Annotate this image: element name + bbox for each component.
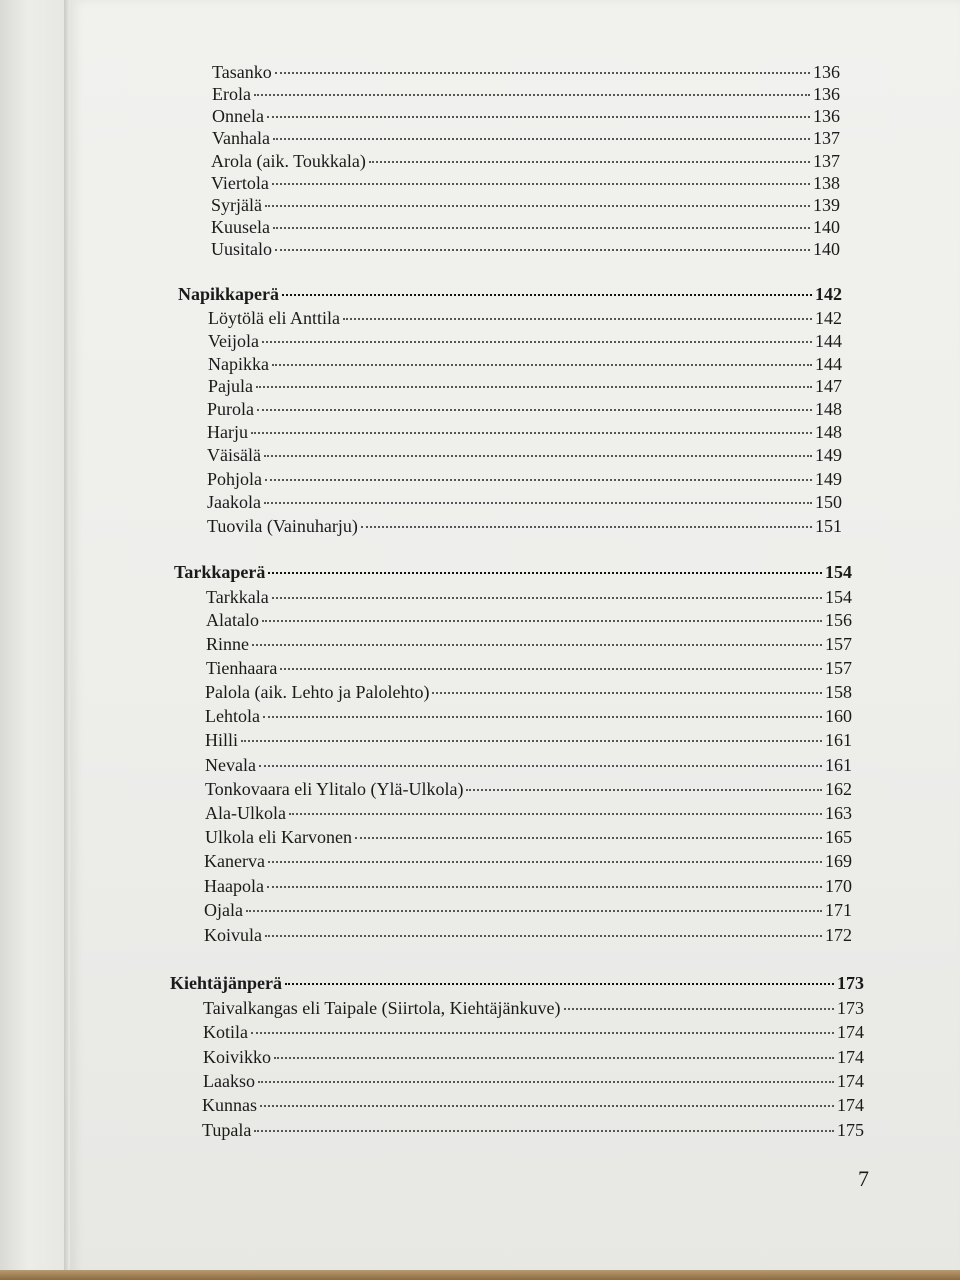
toc-entry-label: Tarkkala bbox=[206, 587, 269, 607]
toc-entry-page-number: 171 bbox=[825, 900, 852, 920]
dot-leader bbox=[272, 597, 822, 599]
dot-leader bbox=[280, 668, 822, 670]
toc-entry-label: Pohjola bbox=[207, 469, 263, 489]
toc-entry-page-number: 142 bbox=[815, 308, 842, 328]
toc-entry-label: Hilli bbox=[205, 730, 239, 750]
toc-entry-page-number: 136 bbox=[813, 106, 840, 126]
toc-entry-page-number: 174 bbox=[837, 1022, 864, 1042]
toc-entry bbox=[208, 354, 842, 375]
toc-entry-page-number: 172 bbox=[825, 925, 852, 945]
dot-leader bbox=[282, 294, 812, 296]
toc-entry bbox=[207, 399, 842, 420]
dot-leader bbox=[259, 765, 822, 767]
dot-leader bbox=[267, 116, 810, 118]
toc-entry bbox=[204, 876, 852, 897]
toc-entry-page-number: 150 bbox=[815, 492, 842, 512]
toc-entry bbox=[207, 445, 842, 466]
dot-leader bbox=[355, 837, 822, 839]
toc-entry bbox=[202, 1095, 864, 1116]
dot-leader bbox=[272, 364, 812, 366]
toc-entry-page-number: 148 bbox=[815, 422, 842, 442]
dot-leader bbox=[268, 861, 822, 863]
toc-entry bbox=[205, 827, 852, 848]
toc-entry-page-number: 161 bbox=[825, 730, 852, 750]
toc-entry bbox=[207, 516, 842, 537]
toc-entry-page-number: 144 bbox=[815, 331, 842, 351]
toc-entry-label: Tarkkaperä bbox=[174, 562, 266, 582]
toc-entry bbox=[206, 610, 852, 631]
toc-entry bbox=[208, 331, 842, 352]
toc-entry-page-number: 149 bbox=[815, 445, 842, 465]
toc-entry bbox=[208, 308, 842, 329]
dot-leader bbox=[275, 249, 810, 251]
toc-entry-page-number: 169 bbox=[825, 851, 852, 871]
toc-entry-page-number: 174 bbox=[837, 1071, 864, 1091]
dot-leader bbox=[343, 318, 812, 320]
toc-entry-label: Nevala bbox=[205, 755, 256, 775]
toc-entry bbox=[212, 84, 840, 105]
toc-entry bbox=[205, 730, 852, 751]
toc-entry-label: Ojala bbox=[204, 900, 243, 920]
dot-leader bbox=[273, 227, 810, 229]
toc-entry bbox=[205, 706, 852, 727]
toc-entry-page-number: 140 bbox=[813, 239, 840, 259]
dot-leader bbox=[361, 526, 812, 528]
toc-entry-page-number: 160 bbox=[825, 706, 852, 726]
toc-entry-page-number: 138 bbox=[813, 173, 840, 193]
toc-entry-label: Tasanko bbox=[212, 62, 272, 82]
toc-entry bbox=[211, 195, 840, 216]
dot-leader bbox=[256, 386, 812, 388]
toc-entry-page-number: 173 bbox=[837, 998, 864, 1018]
toc-entry-page-number: 136 bbox=[813, 84, 840, 104]
dot-leader bbox=[268, 572, 822, 574]
toc-entry-label: Vanhala bbox=[212, 128, 270, 148]
toc-entry-label: Pajula bbox=[208, 376, 253, 396]
toc-entry-page-number: 147 bbox=[815, 376, 842, 396]
dot-leader bbox=[274, 1057, 834, 1059]
toc-entry-label: Laakso bbox=[203, 1071, 255, 1091]
toc-entry bbox=[211, 217, 840, 238]
toc-entry-label: Koivula bbox=[204, 925, 262, 945]
toc-entry bbox=[212, 128, 840, 149]
toc-entry bbox=[211, 151, 840, 172]
dot-leader bbox=[257, 409, 812, 411]
dot-leader bbox=[466, 789, 822, 791]
toc-entry-label: Onnela bbox=[212, 106, 264, 126]
dot-leader bbox=[260, 1105, 834, 1107]
dot-leader bbox=[263, 716, 822, 718]
toc-entry-label: Veijola bbox=[208, 331, 259, 351]
toc-entry-page-number: 139 bbox=[813, 195, 840, 215]
section-heading bbox=[174, 562, 852, 583]
dot-leader bbox=[254, 1130, 834, 1132]
toc-entry-label: Tonkovaara eli Ylitalo (Ylä-Ulkola) bbox=[205, 779, 464, 799]
toc-entry bbox=[203, 1047, 864, 1068]
dot-leader bbox=[275, 72, 810, 74]
toc-entry-label: Lehtola bbox=[205, 706, 260, 726]
toc-entry-page-number: 144 bbox=[815, 354, 842, 374]
toc-entry bbox=[206, 587, 852, 608]
toc-entry bbox=[208, 376, 842, 397]
toc-entry bbox=[203, 998, 864, 1019]
toc-entry bbox=[205, 682, 852, 703]
toc-entry-label: Tienhaara bbox=[206, 658, 278, 678]
dot-leader bbox=[252, 644, 822, 646]
toc-entry bbox=[202, 1120, 864, 1141]
dot-leader bbox=[289, 813, 822, 815]
toc-entry-page-number: 142 bbox=[815, 284, 842, 304]
toc-entry-page-number: 136 bbox=[813, 62, 840, 82]
toc-entry-page-number: 154 bbox=[825, 562, 852, 582]
toc-entry-label: Napikkaperä bbox=[178, 284, 280, 304]
toc-entry bbox=[204, 925, 852, 946]
toc-entry-label: Kiehtäjänperä bbox=[170, 973, 282, 993]
toc-entry-label: Alatalo bbox=[206, 610, 259, 630]
toc-entry-label: Viertola bbox=[211, 173, 269, 193]
toc-entry bbox=[207, 422, 842, 443]
toc-entry-page-number: 154 bbox=[825, 587, 852, 607]
toc-entry-label: Erola bbox=[212, 84, 251, 104]
toc-entry-page-number: 161 bbox=[825, 755, 852, 775]
dot-leader bbox=[285, 983, 834, 985]
toc-entry-page-number: 140 bbox=[813, 217, 840, 237]
dot-leader bbox=[564, 1008, 834, 1010]
dot-leader bbox=[246, 910, 822, 912]
toc-entry bbox=[207, 492, 842, 513]
toc-entry-label: Uusitalo bbox=[211, 239, 272, 259]
toc-entry-page-number: 157 bbox=[825, 634, 852, 654]
toc-entry-page-number: 157 bbox=[825, 658, 852, 678]
toc-entry-label: Ulkola eli Karvonen bbox=[205, 827, 352, 847]
dot-leader bbox=[262, 620, 822, 622]
toc-entry bbox=[203, 1071, 864, 1092]
toc-entry-label: Arola (aik. Toukkala) bbox=[211, 151, 366, 171]
dot-leader bbox=[265, 935, 822, 937]
dot-leader bbox=[241, 740, 822, 742]
toc-entry-label: Taivalkangas eli Taipale (Siirtola, Kiehtäjänkuve) bbox=[203, 998, 561, 1018]
dot-leader bbox=[265, 205, 810, 207]
toc-entry-label: Jaakola bbox=[207, 492, 261, 512]
section-heading bbox=[170, 973, 864, 994]
dot-leader bbox=[369, 161, 810, 163]
toc-entry-label: Napikka bbox=[208, 354, 269, 374]
toc-entry bbox=[203, 1022, 864, 1043]
toc-entry-page-number: 151 bbox=[815, 516, 842, 536]
toc-entry-page-number: 158 bbox=[825, 682, 852, 702]
toc-entry-page-number: 175 bbox=[837, 1120, 864, 1140]
dot-leader bbox=[265, 479, 812, 481]
toc-entry-label: Rinne bbox=[206, 634, 249, 654]
toc-entry-label: Palola (aik. Lehto ja Palolehto) bbox=[205, 682, 430, 702]
toc-entry-label: Koivikko bbox=[203, 1047, 272, 1067]
dot-leader bbox=[273, 138, 810, 140]
toc-entry bbox=[204, 851, 852, 872]
toc-entry-page-number: 148 bbox=[815, 399, 842, 419]
dot-leader bbox=[251, 432, 812, 434]
toc-entry-label: Väisälä bbox=[207, 445, 261, 465]
toc-entry bbox=[211, 239, 840, 260]
section-heading bbox=[178, 284, 842, 305]
toc-entry-page-number: 174 bbox=[837, 1047, 864, 1067]
toc-entry-page-number: 163 bbox=[825, 803, 852, 823]
toc-entry-label: Kuusela bbox=[211, 217, 270, 237]
toc-entry bbox=[205, 779, 852, 800]
toc-entry-page-number: 165 bbox=[825, 827, 852, 847]
toc-entry-label: Tupala bbox=[202, 1120, 252, 1140]
dot-leader bbox=[262, 341, 812, 343]
toc-entry-page-number: 149 bbox=[815, 469, 842, 489]
toc-entry-label: Kunnas bbox=[202, 1095, 257, 1115]
toc-entry-label: Harju bbox=[207, 422, 248, 442]
dot-leader bbox=[264, 455, 812, 457]
dot-leader bbox=[272, 183, 810, 185]
toc-entry bbox=[206, 658, 852, 679]
toc-entry-label: Tuovila (Vainuharju) bbox=[207, 516, 358, 536]
toc-entry-page-number: 173 bbox=[837, 973, 864, 993]
toc-entry-label: Kotila bbox=[203, 1022, 248, 1042]
dot-leader bbox=[264, 502, 812, 504]
toc-entry-page-number: 137 bbox=[813, 128, 840, 148]
toc-entry-page-number: 156 bbox=[825, 610, 852, 630]
toc-entry bbox=[207, 469, 842, 490]
toc-entry bbox=[206, 634, 852, 655]
dot-leader bbox=[254, 94, 810, 96]
dot-leader bbox=[432, 692, 822, 694]
toc-entry bbox=[204, 900, 852, 921]
toc-entry-page-number: 137 bbox=[813, 151, 840, 171]
toc-entry bbox=[212, 62, 840, 83]
toc-entry bbox=[205, 803, 852, 824]
dot-leader bbox=[251, 1032, 834, 1034]
toc-entry-label: Haapola bbox=[204, 876, 264, 896]
dot-leader bbox=[267, 886, 822, 888]
toc-entry-page-number: 174 bbox=[837, 1095, 864, 1115]
toc-entry bbox=[205, 755, 852, 776]
dot-leader bbox=[258, 1081, 834, 1083]
toc-entry-label: Löytölä eli Anttila bbox=[208, 308, 340, 328]
toc-entry bbox=[212, 106, 840, 127]
page-number: 7 bbox=[858, 1166, 869, 1191]
toc-entry-label: Kanerva bbox=[204, 851, 265, 871]
toc-entry-label: Syrjälä bbox=[211, 195, 262, 215]
toc-entry-label: Ala-Ulkola bbox=[205, 803, 286, 823]
toc-entry-label: Purola bbox=[207, 399, 254, 419]
toc-entry bbox=[211, 173, 840, 194]
toc-entry-page-number: 170 bbox=[825, 876, 852, 896]
toc-entry-page-number: 162 bbox=[825, 779, 852, 799]
